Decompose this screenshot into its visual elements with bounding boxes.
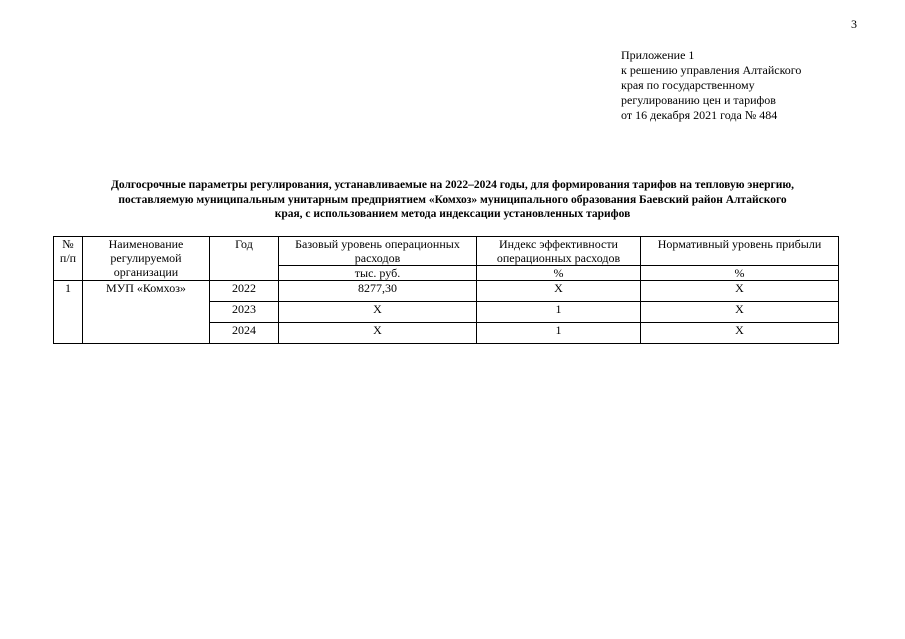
cell-profit-level: Х bbox=[641, 323, 839, 344]
table-header-row bbox=[54, 237, 839, 266]
cell-num: 1 bbox=[54, 281, 83, 344]
header-year: Год bbox=[210, 237, 279, 281]
cell-efficiency-index: 1 bbox=[477, 302, 641, 323]
cell-year: 2022 bbox=[210, 281, 279, 302]
title-line: поставляемую муниципальным унитарным предприятием «Комхоз» муниципального образования Баевский район Алтайского bbox=[118, 193, 787, 206]
cell-efficiency-index: Х bbox=[477, 281, 641, 302]
appendix-line: от 16 декабря 2021 года № 484 bbox=[621, 108, 778, 122]
header-num: № п/п bbox=[54, 237, 83, 281]
unit-profit-level: % bbox=[641, 266, 839, 281]
cell-efficiency-index: 1 bbox=[477, 323, 641, 344]
cell-base-level: Х bbox=[279, 302, 477, 323]
cell-year: 2023 bbox=[210, 302, 279, 323]
unit-efficiency-index: % bbox=[477, 266, 641, 281]
document-title bbox=[40, 178, 865, 222]
header-base-level: Базовый уровень операционных расходов bbox=[279, 237, 477, 266]
parameters-table bbox=[53, 236, 839, 344]
unit-base-level: тыс. руб. bbox=[279, 266, 477, 281]
cell-year: 2024 bbox=[210, 323, 279, 344]
header-organization: Наименование регулируемой организации bbox=[83, 237, 210, 281]
header-profit-level: Нормативный уровень прибыли bbox=[641, 237, 839, 266]
table-row bbox=[54, 281, 839, 302]
page-number: 3 bbox=[851, 17, 857, 31]
appendix-line: края по государственному bbox=[621, 78, 755, 92]
cell-profit-level: Х bbox=[641, 281, 839, 302]
title-line: Долгосрочные параметры регулирования, устанавливаемые на 2022–2024 годы, для формирования тарифов на тепловую энергию, bbox=[110, 179, 795, 191]
appendix-block bbox=[621, 48, 801, 123]
appendix-line: Приложение 1 bbox=[621, 48, 695, 62]
header-efficiency-index: Индекс эффективности операционных расходов bbox=[477, 237, 641, 266]
title-line: края, с использованием метода индексации установленных тарифов bbox=[274, 208, 631, 220]
cell-profit-level: Х bbox=[641, 302, 839, 323]
appendix-line: к решению управления Алтайского bbox=[621, 63, 802, 77]
cell-base-level: 8277,30 bbox=[279, 281, 477, 302]
appendix-line: регулированию цен и тарифов bbox=[621, 93, 776, 107]
cell-base-level: Х bbox=[279, 323, 477, 344]
cell-organization: МУП «Комхоз» bbox=[83, 281, 210, 344]
